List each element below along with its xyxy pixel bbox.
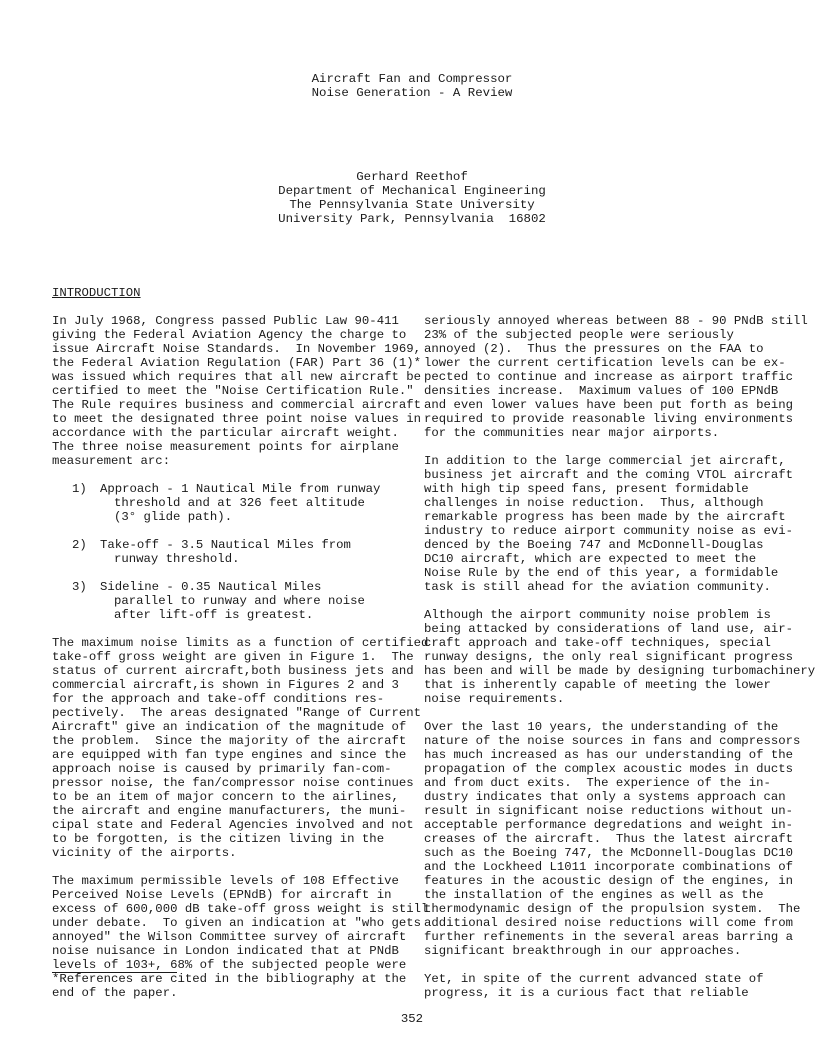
text-line: has much increased as has our understanding of the <box>424 748 793 762</box>
page-number: 352 <box>400 1012 424 1026</box>
text-line: craft approach and take-off techniques, special <box>424 636 771 650</box>
text-line: (3° glide path). <box>114 510 233 524</box>
text-line: vicinity of the airports. <box>52 846 237 860</box>
right-para-2 <box>424 454 794 594</box>
text-line: The maximum permissible levels of 108 Effective <box>52 874 399 888</box>
text-line: *References are cited in the bibliography at the <box>52 972 407 986</box>
text-line: challenges in noise reduction. Thus, although <box>424 496 764 510</box>
text-line: Approach - 1 Nautical Mile from runway <box>100 482 381 496</box>
text-line: The Rule requires business and commercial aircraft <box>52 398 421 412</box>
list-number: 1) <box>72 482 87 496</box>
footnote-text <box>52 972 407 1000</box>
text-line: noise nuisance in London indicated that at PNdB <box>52 944 399 958</box>
text-line: creases of the aircraft. Thus the latest aircraft <box>424 832 793 846</box>
text-line: commercial aircraft,is shown in Figures 2 and 3 <box>52 678 399 692</box>
text-line: noise requirements. <box>424 692 565 706</box>
section-heading: INTRODUCTION <box>52 286 141 300</box>
text-line: 23% of the subjected people were seriously <box>424 328 734 342</box>
text-line: additional desired noise reductions will come from <box>424 916 793 930</box>
text-line: giving the Federal Aviation Agency the charge to <box>52 328 407 342</box>
text-line: threshold and at 326 feet altitude <box>114 496 365 510</box>
text-line: end of the paper. <box>52 986 178 1000</box>
text-line: annoyed (2). Thus the pressures on the FAA to <box>424 342 764 356</box>
text-line: Noise Rule by the end of this year, a formidable <box>424 566 779 580</box>
text-line: acceptable performance degredations and weight in- <box>424 818 793 832</box>
text-line: seriously annoyed whereas between 88 - 90 PNdB still <box>424 314 808 328</box>
text-line: approach noise is caused by primarily fan-com- <box>52 762 392 776</box>
text-line: to be forgotten, is the citizen living in the <box>52 832 385 846</box>
text-line: for the approach and take-off conditions res- <box>52 692 385 706</box>
text-line: Yet, in spite of the current advanced state of <box>424 972 764 986</box>
text-line: the installation of the engines as well as the <box>424 888 764 902</box>
text-line: business jet aircraft and the coming VTOL aircraft <box>424 468 793 482</box>
title-line-1: Aircraft Fan and Compressor <box>311 72 513 86</box>
text-line: measurement arc: <box>52 454 171 468</box>
text-line: runway designs, the only real significant progress <box>424 650 793 664</box>
text-line: that is inherently capable of meeting the lower <box>424 678 771 692</box>
right-para-3 <box>424 608 816 706</box>
text-line: thermodynamic design of the propulsion system. The <box>424 902 801 916</box>
text-line: after lift-off is greatest. <box>114 608 314 622</box>
text-line: and even lower values have been put forth as being <box>424 398 793 412</box>
text-line: under debate. To given an indication at "who gets <box>52 916 421 930</box>
text-line: for the communities near major airports. <box>424 426 720 440</box>
text-line: denced by the Boeing 747 and McDonnell-Douglas <box>424 538 764 552</box>
text-line: accordance with the particular aircraft weight. <box>52 426 399 440</box>
text-line: DC10 aircraft, which are expected to meet the <box>424 552 757 566</box>
text-line: the problem. Since the majority of the aircraft <box>52 734 407 748</box>
left-para-3 <box>52 874 429 972</box>
text-line: The maximum noise limits as a function of certified <box>52 636 429 650</box>
text-line: further refinements in the several areas barring a <box>424 930 793 944</box>
list-number: 3) <box>72 580 87 594</box>
text-line: annoyed" the Wilson Committee survey of aircraft <box>52 930 407 944</box>
text-line: such as the Boeing 747, the McDonnell-Douglas DC10 <box>424 846 793 860</box>
text-line: task is still ahead for the aviation community. <box>424 580 771 594</box>
text-line: In July 1968, Congress passed Public Law 90-411 <box>52 314 399 328</box>
text-line: nature of the noise sources in fans and compressors <box>424 734 801 748</box>
text-line: pectively. The areas designated "Range of Current <box>52 706 421 720</box>
text-line: with high tip speed fans, present formidable <box>424 482 749 496</box>
list-item-sideline <box>52 580 407 622</box>
text-line: propagation of the complex acoustic modes in ducts <box>424 762 793 776</box>
right-para-4 <box>424 720 801 958</box>
right-para-1 <box>424 314 808 440</box>
right-para-5 <box>424 972 794 1000</box>
author-address: University Park, Pennsylvania 16802 <box>278 212 546 226</box>
text-line: lower the current certification levels can be ex- <box>424 356 786 370</box>
text-line: required to provide reasonable living environments <box>424 412 793 426</box>
text-line: In addition to the large commercial jet aircraft, <box>424 454 786 468</box>
author-department: Department of Mechanical Engineering <box>278 184 546 198</box>
left-para-1 <box>52 314 421 468</box>
text-line: levels of 103+, 68% of the subjected people were <box>52 958 407 972</box>
text-line: are equipped with fan type engines and since the <box>52 748 407 762</box>
paper-title <box>0 72 824 100</box>
text-line: Sideline - 0.35 Nautical Miles <box>100 580 322 594</box>
text-line: pected to continue and increase as airport traffic <box>424 370 793 384</box>
text-line: certified to meet the "Noise Certification Rule." <box>52 384 414 398</box>
text-line: was issued which requires that all new aircraft be <box>52 370 421 384</box>
text-line: issue Aircraft Noise Standards. In November 1969, <box>52 342 421 356</box>
text-line: runway threshold. <box>114 552 240 566</box>
list-number: 2) <box>72 538 87 552</box>
text-line: features in the acoustic design of the engines, in <box>424 874 793 888</box>
author-block <box>0 170 824 226</box>
text-line: Take-off - 3.5 Nautical Miles from <box>100 538 351 552</box>
text-line: the Federal Aviation Regulation (FAR) Part 36 (1)* <box>52 356 421 370</box>
text-line: being attacked by considerations of land use, air- <box>424 622 793 636</box>
text-line: and from duct exits. The experience of the in- <box>424 776 771 790</box>
text-line: industry to reduce airport community noise as evi- <box>424 524 793 538</box>
text-line: remarkable progress has been made by the aircraft <box>424 510 786 524</box>
text-line: Aircraft" give an indication of the magnitude of <box>52 720 407 734</box>
right-column <box>424 314 816 1000</box>
text-line: The three noise measurement points for airplane <box>52 440 399 454</box>
text-line: parallel to runway and where noise <box>114 594 365 608</box>
text-line: progress, it is a curious fact that reliable <box>424 986 749 1000</box>
title-line-2: Noise Generation - A Review <box>311 86 513 100</box>
list-item-takeoff <box>52 538 407 566</box>
list-item-approach <box>52 482 407 524</box>
author-name: Gerhard Reethof <box>356 170 468 184</box>
text-line: cipal state and Federal Agencies involved and not <box>52 818 414 832</box>
text-line: take-off gross weight are given in Figure 1. The <box>52 650 414 664</box>
text-line: status of current aircraft,both business jets and <box>52 664 414 678</box>
author-university: The Pennsylvania State University <box>289 198 535 212</box>
left-column <box>52 314 429 1000</box>
text-line: dustry indicates that only a systems approach can <box>424 790 786 804</box>
text-line: pressor noise, the fan/compressor noise continues <box>52 776 414 790</box>
text-line: Over the last 10 years, the understanding of the <box>424 720 779 734</box>
text-line: and the Lockheed L1011 incorporate combinations of <box>424 860 793 874</box>
text-line: result in significant noise reductions without un- <box>424 804 793 818</box>
text-line: Perceived Noise Levels (EPNdB) for aircraft in <box>52 888 392 902</box>
text-line: has been and will be made by designing turbomachinery <box>424 664 816 678</box>
text-line: Although the airport community noise problem is <box>424 608 771 622</box>
text-line: excess of 600,000 dB take-off gross weight is still <box>52 902 429 916</box>
text-line: to meet the designated three point noise values in <box>52 412 421 426</box>
left-para-2 <box>52 636 429 860</box>
text-line: to be an item of major concern to the airlines, <box>52 790 399 804</box>
text-line: densities increase. Maximum values of 100 EPNdB <box>424 384 779 398</box>
text-line: significant breakthrough in our approaches. <box>424 944 742 958</box>
text-line: the aircraft and engine manufacturers, the muni- <box>52 804 407 818</box>
